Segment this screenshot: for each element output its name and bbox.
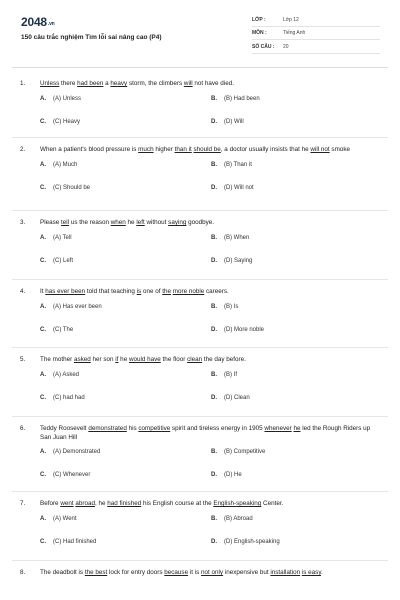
text-segment: higher: [153, 146, 175, 153]
option-letter: C.: [40, 118, 46, 125]
option-text: (D) English-speaking: [224, 538, 280, 545]
answer-options: [20, 304, 382, 350]
text-segment: storm, the climbers: [127, 80, 184, 87]
underlined-segment: is easy: [301, 569, 322, 576]
option-text: (D) He: [224, 472, 242, 478]
option-letter: B.: [211, 371, 217, 378]
option-letter: C.: [40, 472, 46, 478]
option-letter: B.: [211, 234, 217, 241]
option-letter: B.: [211, 161, 217, 168]
answer-option[interactable]: [211, 327, 264, 333]
option-letter: D.: [211, 538, 217, 545]
option-letter: D.: [211, 472, 217, 478]
option-text: (B) Competitive: [224, 449, 266, 455]
option-letter: B.: [211, 303, 217, 310]
option-letter: C.: [40, 394, 46, 401]
option-letter: B.: [211, 449, 217, 455]
page-title: 150 câu trắc nghiệm Tìm lỗi sai nâng cao (P4): [21, 34, 162, 41]
answer-option[interactable]: [211, 119, 244, 125]
answer-option[interactable]: [40, 372, 79, 378]
info-label: LỚP :: [252, 17, 266, 23]
option-letter: A.: [40, 303, 46, 310]
question-stem: [20, 219, 382, 228]
option-text: (B) Than it: [224, 161, 252, 168]
option-text: (A) Went: [53, 515, 77, 522]
answer-options: [20, 96, 382, 142]
text-segment: her son: [90, 356, 116, 363]
question-separator: [12, 210, 388, 211]
text-segment: It: [40, 288, 46, 295]
option-text: (A) Much: [53, 161, 78, 168]
underlined-segment: has ever been: [45, 288, 86, 295]
text-segment: Center.: [261, 500, 284, 507]
answer-option[interactable]: [40, 449, 100, 455]
answer-option[interactable]: [211, 304, 238, 310]
option-text: (B) Abroad: [224, 515, 253, 522]
option-text: (C) Had finished: [53, 538, 97, 545]
question-stem: [20, 146, 382, 155]
underlined-segment: had been: [77, 80, 104, 87]
underlined-segment: left: [136, 219, 145, 226]
text-segment: it is: [188, 569, 202, 576]
text-segment: smoke: [329, 146, 350, 153]
text-segment: Please: [40, 219, 62, 226]
option-letter: D.: [211, 326, 217, 333]
underlined-segment: heavy: [110, 80, 128, 87]
answer-option[interactable]: [211, 258, 252, 264]
option-letter: C.: [40, 257, 46, 264]
underlined-segment: demonstrated: [88, 425, 127, 432]
answer-option[interactable]: [40, 185, 90, 191]
question-item: [20, 288, 382, 350]
question-number: 2.: [20, 146, 26, 153]
answer-option[interactable]: [211, 96, 260, 102]
underlined-segment: he: [293, 425, 301, 432]
text-segment: told that teaching: [85, 288, 137, 295]
text-segment: the day before.: [202, 356, 246, 363]
question-stem: [20, 500, 382, 509]
option-letter: A.: [40, 161, 46, 168]
answer-option[interactable]: [211, 185, 254, 191]
text-segment: spirit and tireless energy in 1905: [170, 425, 265, 432]
question-number: 8.: [20, 569, 26, 576]
option-text: (B) Had been: [224, 95, 260, 102]
text-segment: goodbye.: [186, 219, 215, 226]
underlined-segment: went: [60, 500, 74, 507]
text-segment: The deadbolt is: [40, 569, 85, 576]
answer-option[interactable]: [211, 472, 242, 478]
option-text: (C) The: [53, 326, 74, 333]
text-segment: lock for entry doors: [107, 569, 165, 576]
text-segment: careers.: [204, 288, 229, 295]
option-text: (B) If: [224, 371, 237, 378]
option-text: (D) More noble: [224, 326, 265, 333]
text-segment: led the Rough Riders up San Juan Hill: [40, 425, 371, 441]
text-segment: there: [59, 80, 78, 87]
text-segment: When a patient's blood pressure is: [40, 146, 139, 153]
text-segment: Teddy Roosevelt: [40, 425, 89, 432]
answer-option[interactable]: [40, 516, 77, 522]
option-text: (A) Unless: [53, 95, 82, 102]
question-item: [20, 146, 382, 208]
underlined-segment: when: [110, 219, 126, 226]
answer-option[interactable]: [40, 119, 80, 125]
question-stem: [20, 288, 382, 297]
text-segment: inexpensive but: [223, 569, 271, 576]
underlined-segment: tell: [61, 219, 70, 226]
text-segment: not have died.: [192, 80, 234, 87]
underlined-segment: should be: [193, 146, 221, 153]
option-text: (C) Whenever: [53, 472, 91, 478]
info-row-class: [252, 14, 380, 27]
underlined-segment: installation: [270, 569, 301, 576]
question-item: [20, 569, 382, 578]
option-text: (A) Demonstrated: [53, 449, 101, 455]
text-segment: Before: [40, 500, 61, 507]
question-separator: [12, 279, 388, 280]
info-label: MÔN :: [252, 30, 267, 36]
question-number: 6.: [20, 425, 26, 432]
text-segment: without: [144, 219, 169, 226]
text-segment: , he: [94, 500, 108, 507]
info-row-count: [252, 41, 380, 54]
question-number: 3.: [20, 219, 26, 226]
answer-options: [20, 372, 382, 418]
option-text: (C) Heavy: [53, 118, 81, 125]
info-value: 20: [283, 44, 289, 50]
answer-option[interactable]: [211, 372, 237, 378]
underlined-segment: had finished: [107, 500, 142, 507]
question-item: [20, 219, 382, 281]
site-logo[interactable]: $2048^{.vn}$: [21, 15, 55, 29]
underlined-segment: will not: [310, 146, 330, 153]
answer-options: [20, 235, 382, 281]
answer-option[interactable]: [211, 162, 252, 168]
option-letter: D.: [211, 394, 217, 401]
option-letter: D.: [211, 184, 217, 191]
question-number: 1.: [20, 80, 26, 87]
question-separator: [12, 491, 388, 492]
answer-options: [20, 162, 382, 208]
option-text: (C) had had: [53, 394, 85, 401]
option-letter: A.: [40, 515, 46, 522]
text-segment: the floor: [160, 356, 188, 363]
option-text: (D) Will not: [224, 184, 254, 191]
option-letter: D.: [211, 118, 217, 125]
answer-option[interactable]: [40, 472, 90, 478]
answer-option[interactable]: [211, 449, 265, 455]
answer-option[interactable]: [40, 258, 73, 264]
option-letter: A.: [40, 449, 46, 455]
option-letter: C.: [40, 326, 46, 333]
text-segment: .: [321, 569, 323, 576]
answer-option[interactable]: [211, 235, 249, 241]
info-value: Tiếng Anh: [283, 30, 306, 36]
underlined-segment: the: [162, 288, 171, 295]
answer-option[interactable]: [40, 327, 73, 333]
answer-option[interactable]: [40, 395, 85, 401]
text-segment: one of: [141, 288, 163, 295]
underlined-segment: clean: [187, 356, 203, 363]
text-segment: his: [126, 425, 139, 432]
underlined-segment: abroad: [75, 500, 95, 507]
option-text: (A) Asked: [53, 371, 80, 378]
underlined-segment: English-speaking: [213, 500, 262, 507]
answer-option[interactable]: [40, 235, 72, 241]
question-item: [20, 80, 382, 142]
underlined-segment: will: [183, 80, 193, 87]
underlined-segment: competitive: [138, 425, 171, 432]
answer-options: [20, 449, 382, 495]
underlined-segment: much: [138, 146, 154, 153]
option-text: (C) Left: [53, 257, 74, 264]
question-separator: [12, 347, 388, 348]
info-row-subject: [252, 27, 380, 40]
text-segment: he: [125, 219, 137, 226]
text-segment: The mother: [40, 356, 74, 363]
underlined-segment: if: [115, 356, 119, 363]
underlined-segment: than it: [174, 146, 192, 153]
underlined-segment: asked: [73, 356, 91, 363]
question-separator: [12, 560, 388, 561]
option-letter: A.: [40, 371, 46, 378]
question-stem: [20, 80, 382, 89]
document-header: [0, 0, 400, 64]
text-segment: his English course at the: [141, 500, 214, 507]
question-stem: [20, 425, 382, 442]
question-number: 7.: [20, 500, 26, 507]
question-separator: [12, 416, 388, 417]
answer-option[interactable]: [40, 304, 102, 310]
underlined-segment: would have: [128, 356, 161, 363]
text-segment: , a doctor usually insists that he: [220, 146, 311, 153]
option-letter: C.: [40, 184, 46, 191]
answer-option[interactable]: [40, 539, 96, 545]
underlined-segment: Unless: [40, 80, 60, 87]
text-segment: us the reason: [69, 219, 111, 226]
question-item: [20, 356, 382, 418]
answer-options: [20, 516, 382, 562]
underlined-segment: is: [136, 288, 142, 295]
info-label: SỐ CÂU :: [252, 44, 275, 50]
option-letter: B.: [211, 515, 217, 522]
option-text: (B) Is: [224, 303, 239, 310]
option-letter: B.: [211, 95, 217, 102]
info-value: Lớp 12: [283, 17, 299, 23]
underlined-segment: whenever: [264, 425, 292, 432]
option-text: (C) Should be: [53, 184, 91, 191]
text-segment: he: [118, 356, 129, 363]
question-stem: [20, 569, 382, 578]
answer-option[interactable]: [211, 539, 280, 545]
underlined-segment: not only: [201, 569, 224, 576]
underlined-segment: more noble: [172, 288, 205, 295]
option-letter: D.: [211, 257, 217, 264]
option-text: (D) Will: [224, 118, 244, 125]
option-letter: C.: [40, 538, 46, 545]
question-number: 4.: [20, 288, 26, 295]
option-letter: A.: [40, 95, 46, 102]
text-segment: a: [103, 80, 111, 87]
question-item: [20, 425, 382, 495]
option-text: (A) Has ever been: [53, 303, 102, 310]
underlined-segment: the best: [84, 569, 108, 576]
header-divider: [12, 67, 388, 68]
question-stem: [20, 356, 382, 365]
question-number: 5.: [20, 356, 26, 363]
answer-option[interactable]: [211, 395, 250, 401]
underlined-segment: because: [164, 569, 189, 576]
option-text: (D) Saying: [224, 257, 253, 264]
question-item: [20, 500, 382, 562]
option-text: (A) Tell: [53, 234, 72, 241]
question-separator: [12, 137, 388, 138]
answer-option[interactable]: [40, 96, 81, 102]
underlined-segment: saying: [168, 219, 187, 226]
answer-option[interactable]: [40, 162, 77, 168]
answer-option[interactable]: [211, 516, 253, 522]
option-letter: A.: [40, 234, 46, 241]
option-text: (B) When: [224, 234, 250, 241]
option-text: (D) Clean: [224, 394, 250, 401]
